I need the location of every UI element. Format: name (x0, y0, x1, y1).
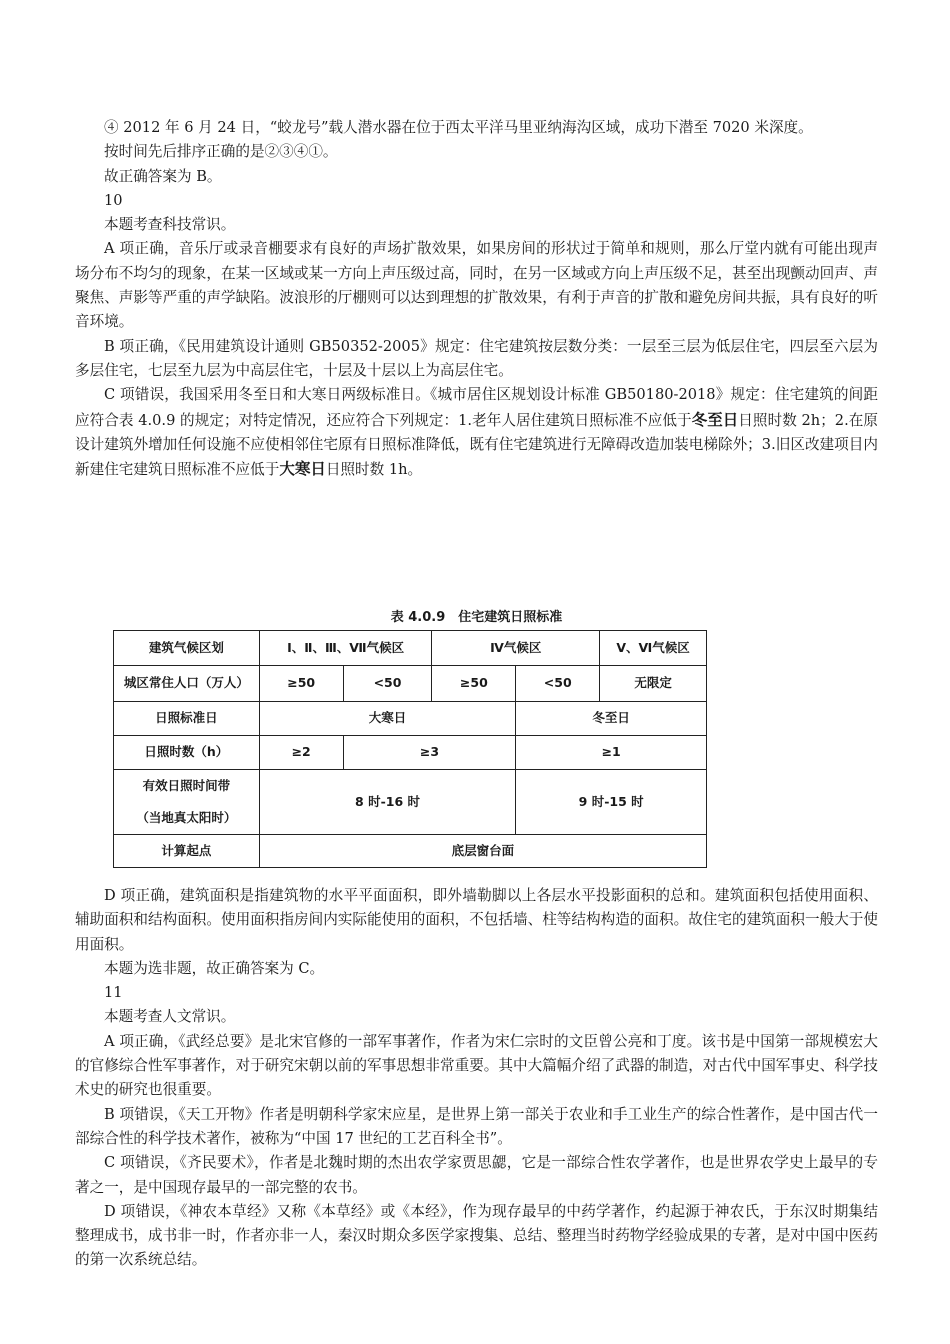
table-cell: Ⅴ、Ⅵ气候区 (600, 631, 707, 666)
table-row (114, 770, 707, 835)
table-cell: 9 时-15 时 (516, 770, 707, 835)
table-cell: ≥2 (259, 736, 343, 770)
table-cell: Ⅰ、Ⅱ、Ⅲ、Ⅶ气候区 (259, 631, 432, 666)
bold-term: 大寒日 (279, 460, 326, 479)
question-number: 11 (104, 984, 123, 1002)
table-cell: 底层窗台面 (259, 835, 706, 868)
table-title: 表 4.0.9 住宅建筑日照标准 (390, 610, 563, 625)
table-cell: 日照标准日 (114, 702, 260, 736)
table-cell (114, 770, 260, 835)
table-cell: 大寒日 (259, 702, 516, 736)
paragraph: A 项正确，《武经总要》是北宋官修的一部军事著作，作者为宋仁宗时的文臣曾公亮和丁度。该书是中国第一部规模宏大的官修综合性军事著作，对于研究宋朝以前的军事思想非常重要。其中大篇幅介绍了武器的制造，对古代中国军事史、科学技术史的研究也很重要。 (75, 1032, 878, 1099)
table-cell: 城区常住人口（万人） (114, 666, 260, 702)
bold-term: 冬至日 (691, 410, 739, 429)
paragraph-group (75, 884, 878, 1273)
table-row (114, 631, 707, 666)
table-cell: ≥3 (343, 736, 516, 770)
paragraph: 本题考查科技常识。 (104, 216, 236, 234)
table-cell: ≥1 (516, 736, 707, 770)
paragraph: 故正确答案为 B。 (104, 167, 222, 185)
paragraph: 本题为选非题，故正确答案为 C。 (104, 959, 325, 977)
table-cell: 建筑气候区划 (114, 631, 260, 666)
paragraph: 按时间先后排序正确的是②③④①。 (104, 143, 338, 161)
table-cell: 8 时-16 时 (259, 770, 516, 835)
paragraph: 本题考查人文常识。 (104, 1008, 236, 1026)
paragraph: D 项正确，建筑面积是指建筑物的水平平面面积，即外墙勒脚以上各层水平投影面积的总和。建筑面积包括使用面积、辅助面积和结构面积。使用面积指房间内实际能使用的面积，不包括墙、柱等结构构造的面积。故住宅的建筑面积一般大于使用面积。 (75, 887, 878, 953)
table-cell: 日照时数（h） (114, 736, 260, 770)
paragraph: A 项正确，音乐厅或录音棚要求有良好的声场扩散效果，如果房间的形状过于简单和规则，那么厅堂内就有可能出现声场分布不均匀的现象，在某一区域或某一方向上声压级过高，同时，在另一区域或方向上声压级不足，甚至出现颤动回声、声聚焦、声影等严重的声学缺陷。波浪形的厅棚则可以达到理想的扩散效果，有利于声音的扩散和避免房间共振，具有良好的听音环境。 (75, 240, 878, 331)
cell-line: （当地真太阳时） (136, 810, 237, 825)
document-page (75, 116, 878, 1269)
paragraph: D 项错误，《神农本草经》又称《本草经》或《本经》，作为现存最早的中药学著作，约起源于神农氏，于东汉时期集结整理成书，成书非一时，作者亦非一人，秦汉时期众多医学家搜集、总结、整理当时药物学经验成果的专著，是对中国中医药的第一次系统总结。 (75, 1202, 878, 1269)
table-cell: ≥50 (259, 666, 343, 702)
table-cell: <50 (516, 666, 600, 702)
text-run: C 项错误，我国采用冬至日和大寒日两级标准日。《城市居住区规划设计标准 GB50180-2018》规定：住宅建筑的间距应符合表 4.0.9 的规定；对特定情况，还应符合下列规定：1.老年人居住建筑日照标准不应低于 (75, 386, 878, 429)
table-row (114, 736, 707, 770)
paragraph: B 项正确，《民用建筑设计通则 GB50352-2005》规定：住宅建筑按层数分类：一层至三层为低层住宅，四层至六层为多层住宅，七层至九层为中高层住宅，十层及十层以上为高层住宅。 (75, 337, 878, 379)
table-cell: 计算起点 (114, 835, 260, 868)
paragraph: B 项错误，《天工开物》作者是明朝科学家宋应星，是世界上第一部关于农业和手工业生产的综合性著作，是中国古代一部综合性的科学技术著作，被称为“中国 17 世纪的工艺百科全书”。 (75, 1105, 878, 1147)
sunlight-standard-table (113, 630, 707, 868)
table-cell: 无限定 (600, 666, 707, 702)
table-cell: Ⅳ气候区 (432, 631, 600, 666)
cell-line: 有效日照时间带 (142, 778, 231, 793)
table-row (114, 702, 707, 736)
table-row (114, 666, 707, 702)
paragraph: ④ 2012 年 6 月 24 日，“蛟龙号”载人潜水器在位于西太平洋马里亚纳海沟区域，成功下潜至 7020 米深度。 (104, 119, 813, 136)
paragraph: C 项错误，《齐民要术》，作者是北魏时期的杰出农学家贾思勰，它是一部综合性农学著作，也是世界农学史上最早的专著之一，是中国现存最早的一部完整的农书。 (75, 1154, 878, 1196)
text-run: 日照时数 2h；2.在原设计建筑外增加任何设施不应使相邻住宅原有日照标准降低，既有住宅建筑进行无障碍改造加装电梯除外；3.旧区改建项目内新建住宅建筑日照标准不应低于 (75, 411, 878, 479)
table-row (114, 835, 707, 868)
table-cell: <50 (343, 666, 432, 702)
text-run: 日照时数 1h。 (325, 461, 423, 479)
paragraph-c (75, 383, 878, 482)
table-cell: ≥50 (432, 666, 516, 702)
table-cell: 冬至日 (516, 702, 707, 736)
question-number: 10 (104, 191, 123, 209)
